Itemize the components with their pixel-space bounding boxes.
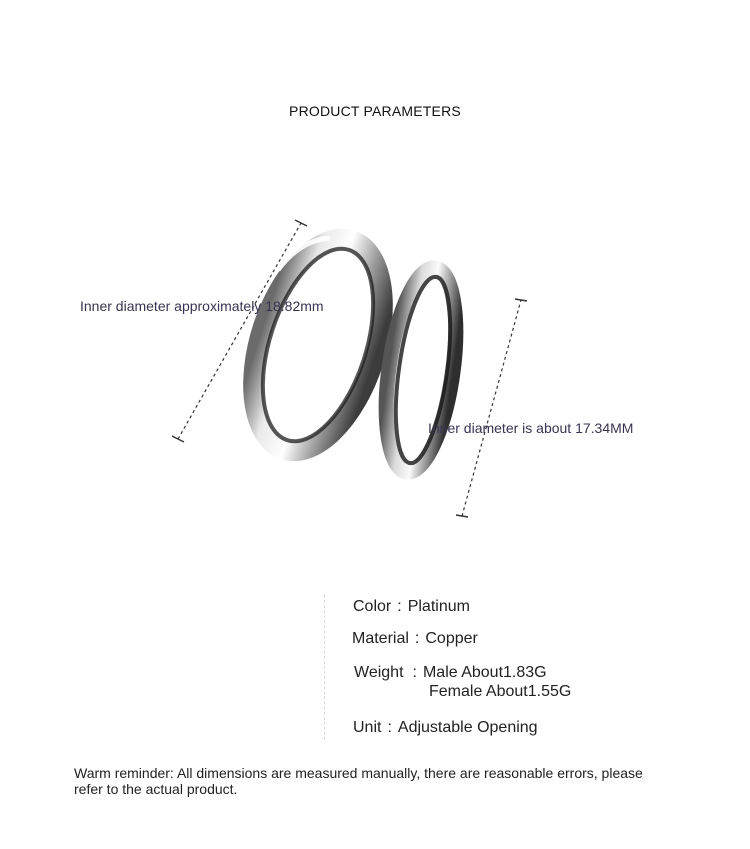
separator: : xyxy=(387,719,392,736)
warm-reminder: Warm reminder: All dimensions are measured manually, there are reasonable errors, please refer to the actual product. xyxy=(74,765,643,797)
small-ring-diameter-label: Inner diameter is about 17.34MM xyxy=(428,420,634,436)
spec-weight-key: Weight xyxy=(354,664,404,681)
separator: : xyxy=(412,664,417,681)
spec-weight-female: Female About1.55G xyxy=(429,683,572,700)
spec-weight-male: Male About1.83G xyxy=(422,664,547,681)
dimension-line-large xyxy=(172,220,307,442)
dimension-line-small xyxy=(456,299,527,517)
spec-weight xyxy=(354,664,547,682)
separator: : xyxy=(414,630,420,647)
separator: : xyxy=(397,598,402,615)
page-title: PRODUCT PARAMETERS xyxy=(289,103,461,119)
spec-divider xyxy=(324,595,325,740)
spec-material-key: Material xyxy=(352,630,409,647)
spec-color-value: Platinum xyxy=(407,598,470,615)
spec-unit-value: Adjustable Opening xyxy=(397,719,538,736)
spec-material-value: Copper xyxy=(425,630,478,647)
spec-weight-female-row xyxy=(429,683,571,701)
spec-unit-key: Unit xyxy=(353,719,382,736)
spec-color-key: Color xyxy=(353,598,392,615)
spec-material xyxy=(352,630,478,648)
spec-unit xyxy=(353,719,538,737)
large-ring-diameter-label: Inner diameter approximately 18.82mm xyxy=(80,298,324,314)
spec-color xyxy=(353,598,470,616)
